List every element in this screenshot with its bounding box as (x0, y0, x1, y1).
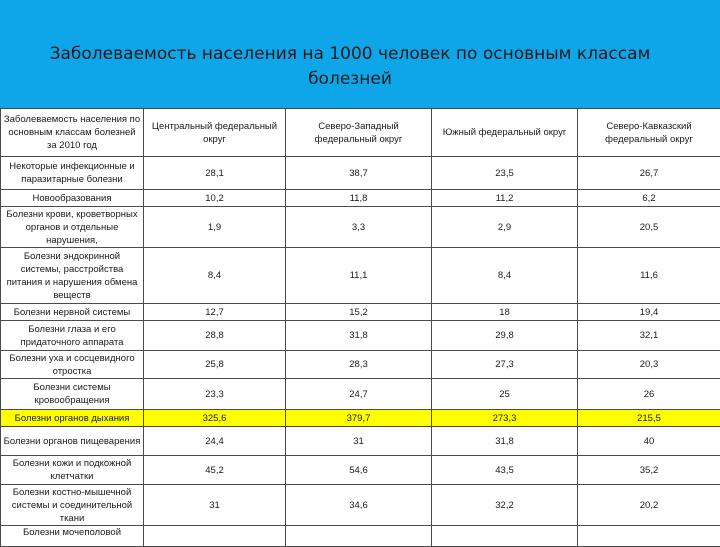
cell-value: 31 (286, 427, 432, 456)
cell-value: 45,2 (144, 456, 286, 485)
cell-value: 26 (578, 379, 720, 410)
cell-value: 38,7 (286, 157, 432, 190)
cell-value: 24,7 (286, 379, 432, 410)
cell-value: 25 (432, 379, 578, 410)
cell-value: 15,2 (286, 304, 432, 321)
header-row (1, 109, 720, 157)
row-label: Болезни кожи и подкожной клетчатки (1, 456, 144, 485)
cell-value (578, 526, 720, 547)
table-row (1, 456, 720, 485)
cell-value: 379,7 (286, 410, 432, 427)
row-label: Болезни нервной системы (1, 304, 144, 321)
row-label: Болезни органов пищеварения (1, 427, 144, 456)
cell-value (144, 526, 286, 547)
table-row (1, 351, 720, 379)
header-disease-class: Заболеваемость населения по основным классам болезней за 2010 год (1, 109, 144, 157)
cell-value: 40 (578, 427, 720, 456)
cell-value: 29,8 (432, 321, 578, 351)
table-row (1, 157, 720, 190)
cell-value: 28,3 (286, 351, 432, 379)
morbidity-table (0, 108, 720, 547)
cell-value: 32,2 (432, 485, 578, 526)
cell-value: 2,9 (432, 207, 578, 248)
table-row (1, 248, 720, 304)
cell-value: 32,1 (578, 321, 720, 351)
cell-value: 25,8 (144, 351, 286, 379)
cell-value: 8,4 (144, 248, 286, 304)
title-banner (0, 0, 720, 108)
table-row (1, 379, 720, 410)
cell-value: 11,1 (286, 248, 432, 304)
slide-title: Заболеваемость населения на 1000 человек по основным классам болезней (40, 42, 660, 92)
cell-value: 20,2 (578, 485, 720, 526)
cell-value: 31 (144, 485, 286, 526)
table-row (1, 304, 720, 321)
cell-value: 18 (432, 304, 578, 321)
row-label: Болезни системы кровообращения (1, 379, 144, 410)
cell-value: 24,4 (144, 427, 286, 456)
cell-value: 31,8 (432, 427, 578, 456)
cell-value: 273,3 (432, 410, 578, 427)
header-north-caucasus-district: Северо-Кавказский федеральный округ (578, 109, 720, 157)
cell-value: 23,5 (432, 157, 578, 190)
row-label: Болезни крови, кроветворных органов и отдельные нарушения, (1, 207, 144, 248)
row-label: Болезни уха и сосцевидного отростка (1, 351, 144, 379)
cell-value: 20,5 (578, 207, 720, 248)
row-label: Новообразования (1, 190, 144, 207)
cell-value: 20,3 (578, 351, 720, 379)
header-south-district: Южный федеральный округ (432, 109, 578, 157)
row-label: Болезни эндокринной системы, расстройства питания и нарушения обмена веществ (1, 248, 144, 304)
cell-value: 28,8 (144, 321, 286, 351)
cell-value: 35,2 (578, 456, 720, 485)
row-label: Болезни органов дыхания (1, 410, 144, 427)
cell-value: 12,7 (144, 304, 286, 321)
cell-value: 26,7 (578, 157, 720, 190)
cell-value: 34,6 (286, 485, 432, 526)
cell-value (432, 526, 578, 547)
row-label: Болезни мочеполовой (1, 526, 144, 547)
header-central-district: Центральный федеральный округ (144, 109, 286, 157)
header-northwest-district: Северо-Западный федеральный округ (286, 109, 432, 157)
table-row (1, 321, 720, 351)
cell-value: 3,3 (286, 207, 432, 248)
cell-value (286, 526, 432, 547)
table-row (1, 190, 720, 207)
cell-value: 54,6 (286, 456, 432, 485)
row-label: Болезни глаза и его придаточного аппарата (1, 321, 144, 351)
cell-value: 1,9 (144, 207, 286, 248)
table-row (1, 485, 720, 526)
table-row (1, 207, 720, 248)
cell-value: 11,2 (432, 190, 578, 207)
cell-value: 27,3 (432, 351, 578, 379)
cell-value: 19,4 (578, 304, 720, 321)
cell-value: 8,4 (432, 248, 578, 304)
table-row-cut-off (1, 526, 720, 547)
cell-value: 28,1 (144, 157, 286, 190)
cell-value: 43,5 (432, 456, 578, 485)
table-row-highlighted (1, 410, 720, 427)
row-label: Болезни костно-мышечной системы и соединительной ткани (1, 485, 144, 526)
table-row (1, 427, 720, 456)
cell-value: 215,5 (578, 410, 720, 427)
cell-value: 10,2 (144, 190, 286, 207)
cell-value: 11,8 (286, 190, 432, 207)
cell-value: 23,3 (144, 379, 286, 410)
cell-value: 6,2 (578, 190, 720, 207)
row-label: Некоторые инфекционные и паразитарные болезни (1, 157, 144, 190)
cell-value: 325,6 (144, 410, 286, 427)
cell-value: 31,8 (286, 321, 432, 351)
cell-value: 11,6 (578, 248, 720, 304)
